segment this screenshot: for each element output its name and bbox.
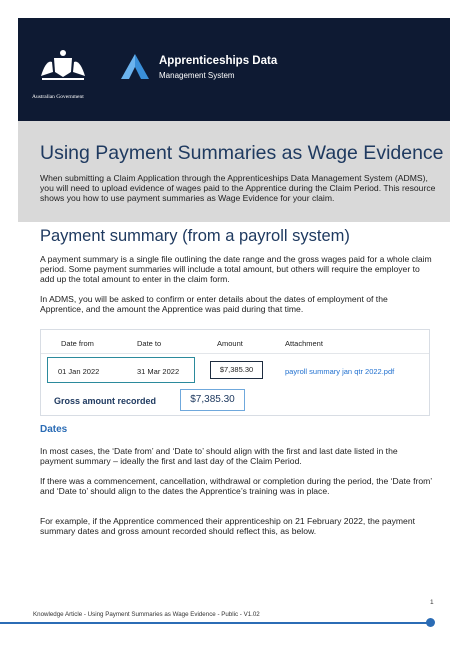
page-number: 1 bbox=[430, 599, 434, 606]
dates-paragraph-3: For example, if the Apprentice commenced their apprenticeship on 21 February 2022, the payment summary dates and gross amount recorded should reflect this, as below. bbox=[40, 516, 415, 537]
system-title: Apprenticeships Data bbox=[159, 55, 278, 67]
amount-field[interactable] bbox=[210, 361, 263, 379]
title-banner bbox=[18, 121, 450, 222]
wage-evidence-table bbox=[40, 329, 430, 416]
header-amount: Amount bbox=[217, 339, 243, 348]
footer-dot-icon bbox=[426, 618, 435, 627]
dates-paragraph-1: In most cases, the ‘Date from’ and ‘Date to’ should align with the first and last date listed in the payment summary – ideally the first and last day of the Claim Period. bbox=[40, 446, 398, 467]
adms-details-paragraph: In ADMS, you will be asked to confirm or enter details about the dates of employment of the Apprentice, and the amount the Apprentice was paid during that time. bbox=[40, 294, 388, 315]
amount-value: $7,385.30 bbox=[219, 365, 254, 374]
system-subtitle: Management System bbox=[159, 71, 235, 80]
attachment-link[interactable]: payroll summary jan qtr 2022.pdf bbox=[285, 367, 395, 376]
header-divider bbox=[41, 353, 429, 354]
payment-summary-paragraph: A payment summary is a single file outlining the date range and the gross wages paid for a whole claim period. Some payment summaries will include a total amount, but others will require the employer to add up the total amount to enter in the claim form. bbox=[40, 254, 432, 285]
coat-of-arms-icon bbox=[38, 48, 88, 82]
date-from-cell[interactable]: 01 Jan 2022 bbox=[58, 367, 100, 376]
intro-paragraph: When submitting a Claim Application through the Apprenticeships Data Management System (ADMS), you will need to upload evidence of wages paid to the Apprentice during the Claim Period. This resource shows you how to use payment summaries as Wage Evidence for your claim. bbox=[40, 173, 436, 204]
section-heading: Payment summary (from a payroll system) bbox=[40, 227, 350, 245]
gross-amount-value: $7,385.30 bbox=[190, 394, 235, 405]
footer-text: Knowledge Article - Using Payment Summaries as Wage Evidence - Public - V1.02 bbox=[33, 611, 260, 618]
footer-divider bbox=[0, 622, 429, 624]
header-date-from: Date from bbox=[61, 339, 94, 348]
dates-paragraph-2: If there was a commencement, cancellation, withdrawal or completion during the period, the ‘Date from’ and ‘Date to’ should align to the dates the Apprentice’s training was in place. bbox=[40, 476, 432, 497]
page-title: Using Payment Summaries as Wage Evidence bbox=[40, 142, 444, 164]
document-header bbox=[18, 18, 450, 121]
date-to-cell[interactable]: 31 Mar 2022 bbox=[137, 367, 180, 376]
header-attachment: Attachment bbox=[285, 339, 323, 348]
header-date-to: Date to bbox=[137, 339, 162, 348]
gross-amount-label: Gross amount recorded bbox=[54, 396, 157, 406]
dates-heading: Dates bbox=[40, 424, 68, 435]
adms-logo-icon bbox=[120, 52, 150, 82]
gross-amount-field[interactable] bbox=[180, 389, 245, 411]
government-name: Australian Government bbox=[32, 94, 84, 100]
